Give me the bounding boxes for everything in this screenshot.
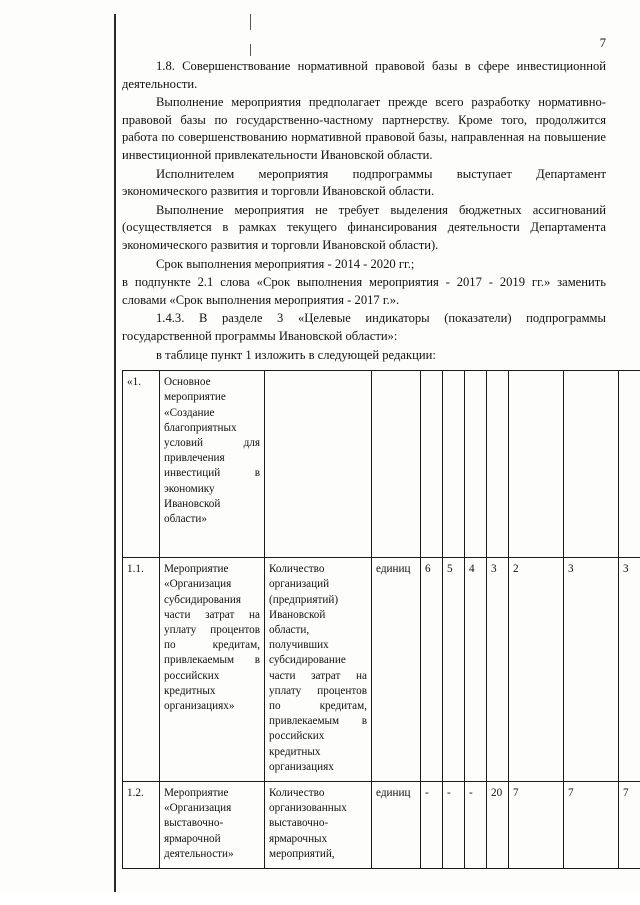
paragraph-finansirovanie: Выполнение мероприятия не требует выделения бюджетных ассигнований (осуществляется в рамках текущего финансирования деятельности Департамента экономического развития и торговли Ивановской области). [122, 202, 606, 252]
cell-row-number: 1.1. [123, 558, 160, 782]
cell-value-3 [465, 371, 487, 558]
indicators-table [122, 370, 640, 869]
cell-value-1 [421, 371, 443, 558]
paragraph-npa-razrabotka: Выполнение мероприятия предполагает прежде всего разработку нормативно-правовой базы по государственно-частному партнерству. Кроме того, продолжится работа по совершенствованию нормативной правовой базы, направленная на повышение инвестиционной привлекательности Ивановской области. [122, 95, 606, 162]
left-margin-rule [114, 14, 116, 892]
paragraph-1-4-3: 1.4.3. В разделе 3 «Целевые индикаторы (показатели) подпрограммы государственной программы Ивановской области»: [122, 311, 606, 343]
cell-value-7: 3 [619, 558, 640, 782]
paragraph-podpunkt-2-1: в подпункте 2.1 слова «Срок выполнения мероприятия - 2017 - 2019 гг.» заменить словами «Срок выполнения мероприятия - 2017 г.». [122, 275, 606, 307]
table-row [123, 558, 640, 782]
cell-event: Мероприятие «Организация субсидирования части затрат на уплату процентов по кредитам, привлекаемым в российских кредитных организациях» [160, 558, 265, 782]
document-body [122, 58, 629, 869]
cell-value-1: - [421, 781, 443, 868]
cell-value-4 [487, 371, 509, 558]
page-bottom-edge [0, 893, 640, 905]
cell-value-2: 5 [443, 558, 465, 782]
cell-value-4: 3 [487, 558, 509, 782]
cell-unit: единиц [372, 781, 421, 868]
cell-value-5: 7 [509, 781, 564, 868]
cell-event: Мероприятие «Организация выставочно-ярмарочной деятельности» [160, 781, 265, 868]
margin-tick-top [250, 14, 251, 30]
cell-value-7: 7 [619, 781, 640, 868]
cell-value-6: 3 [564, 558, 619, 782]
cell-unit: единиц [372, 558, 421, 782]
cell-row-number: «1. [123, 371, 160, 558]
cell-value-1: 6 [421, 558, 443, 782]
cell-indicator [265, 371, 372, 558]
cell-value-6 [564, 371, 619, 558]
margin-tick-mid [250, 44, 251, 56]
cell-value-2 [443, 371, 465, 558]
cell-value-7 [619, 371, 640, 558]
cell-indicator: Количество организаций (предприятий) Ивановской области, получивших субсидирование части затрат на уплату процентов по кредитам, привлекаемым в российских кредитных организациях [265, 558, 372, 782]
cell-unit [372, 371, 421, 558]
cell-value-5: 2 [509, 558, 564, 782]
cell-value-3: - [465, 781, 487, 868]
cell-row-number: 1.2. [123, 781, 160, 868]
table-row [123, 781, 640, 868]
paragraph-ispolnitel: Исполнителем мероприятия подпрограммы выступает Департамент экономического развития и торговли Ивановской области. [122, 166, 606, 199]
cell-value-4: 20 [487, 781, 509, 868]
table-row [123, 371, 640, 558]
paragraph-1-8: 1.8. Совершенствование нормативной правовой базы в сфере инвестиционной деятельности. [122, 59, 606, 91]
cell-value-3: 4 [465, 558, 487, 782]
cell-event: Основное мероприятие «Создание благоприятных условий для привлечения инвестиций в экономику Ивановской области» [160, 371, 265, 558]
paragraph-srok: Срок выполнения мероприятия - 2014 - 2020 гг.; [156, 256, 415, 271]
cell-indicator: Количество организованных выставочно-ярмарочных мероприятий, [265, 781, 372, 868]
paragraph-tablica-punkt-1: в таблице пункт 1 изложить в следующей редакции: [156, 347, 436, 362]
page-number: 7 [599, 36, 606, 50]
cell-value-2: - [443, 781, 465, 868]
cell-value-5 [509, 371, 564, 558]
cell-value-6: 7 [564, 781, 619, 868]
